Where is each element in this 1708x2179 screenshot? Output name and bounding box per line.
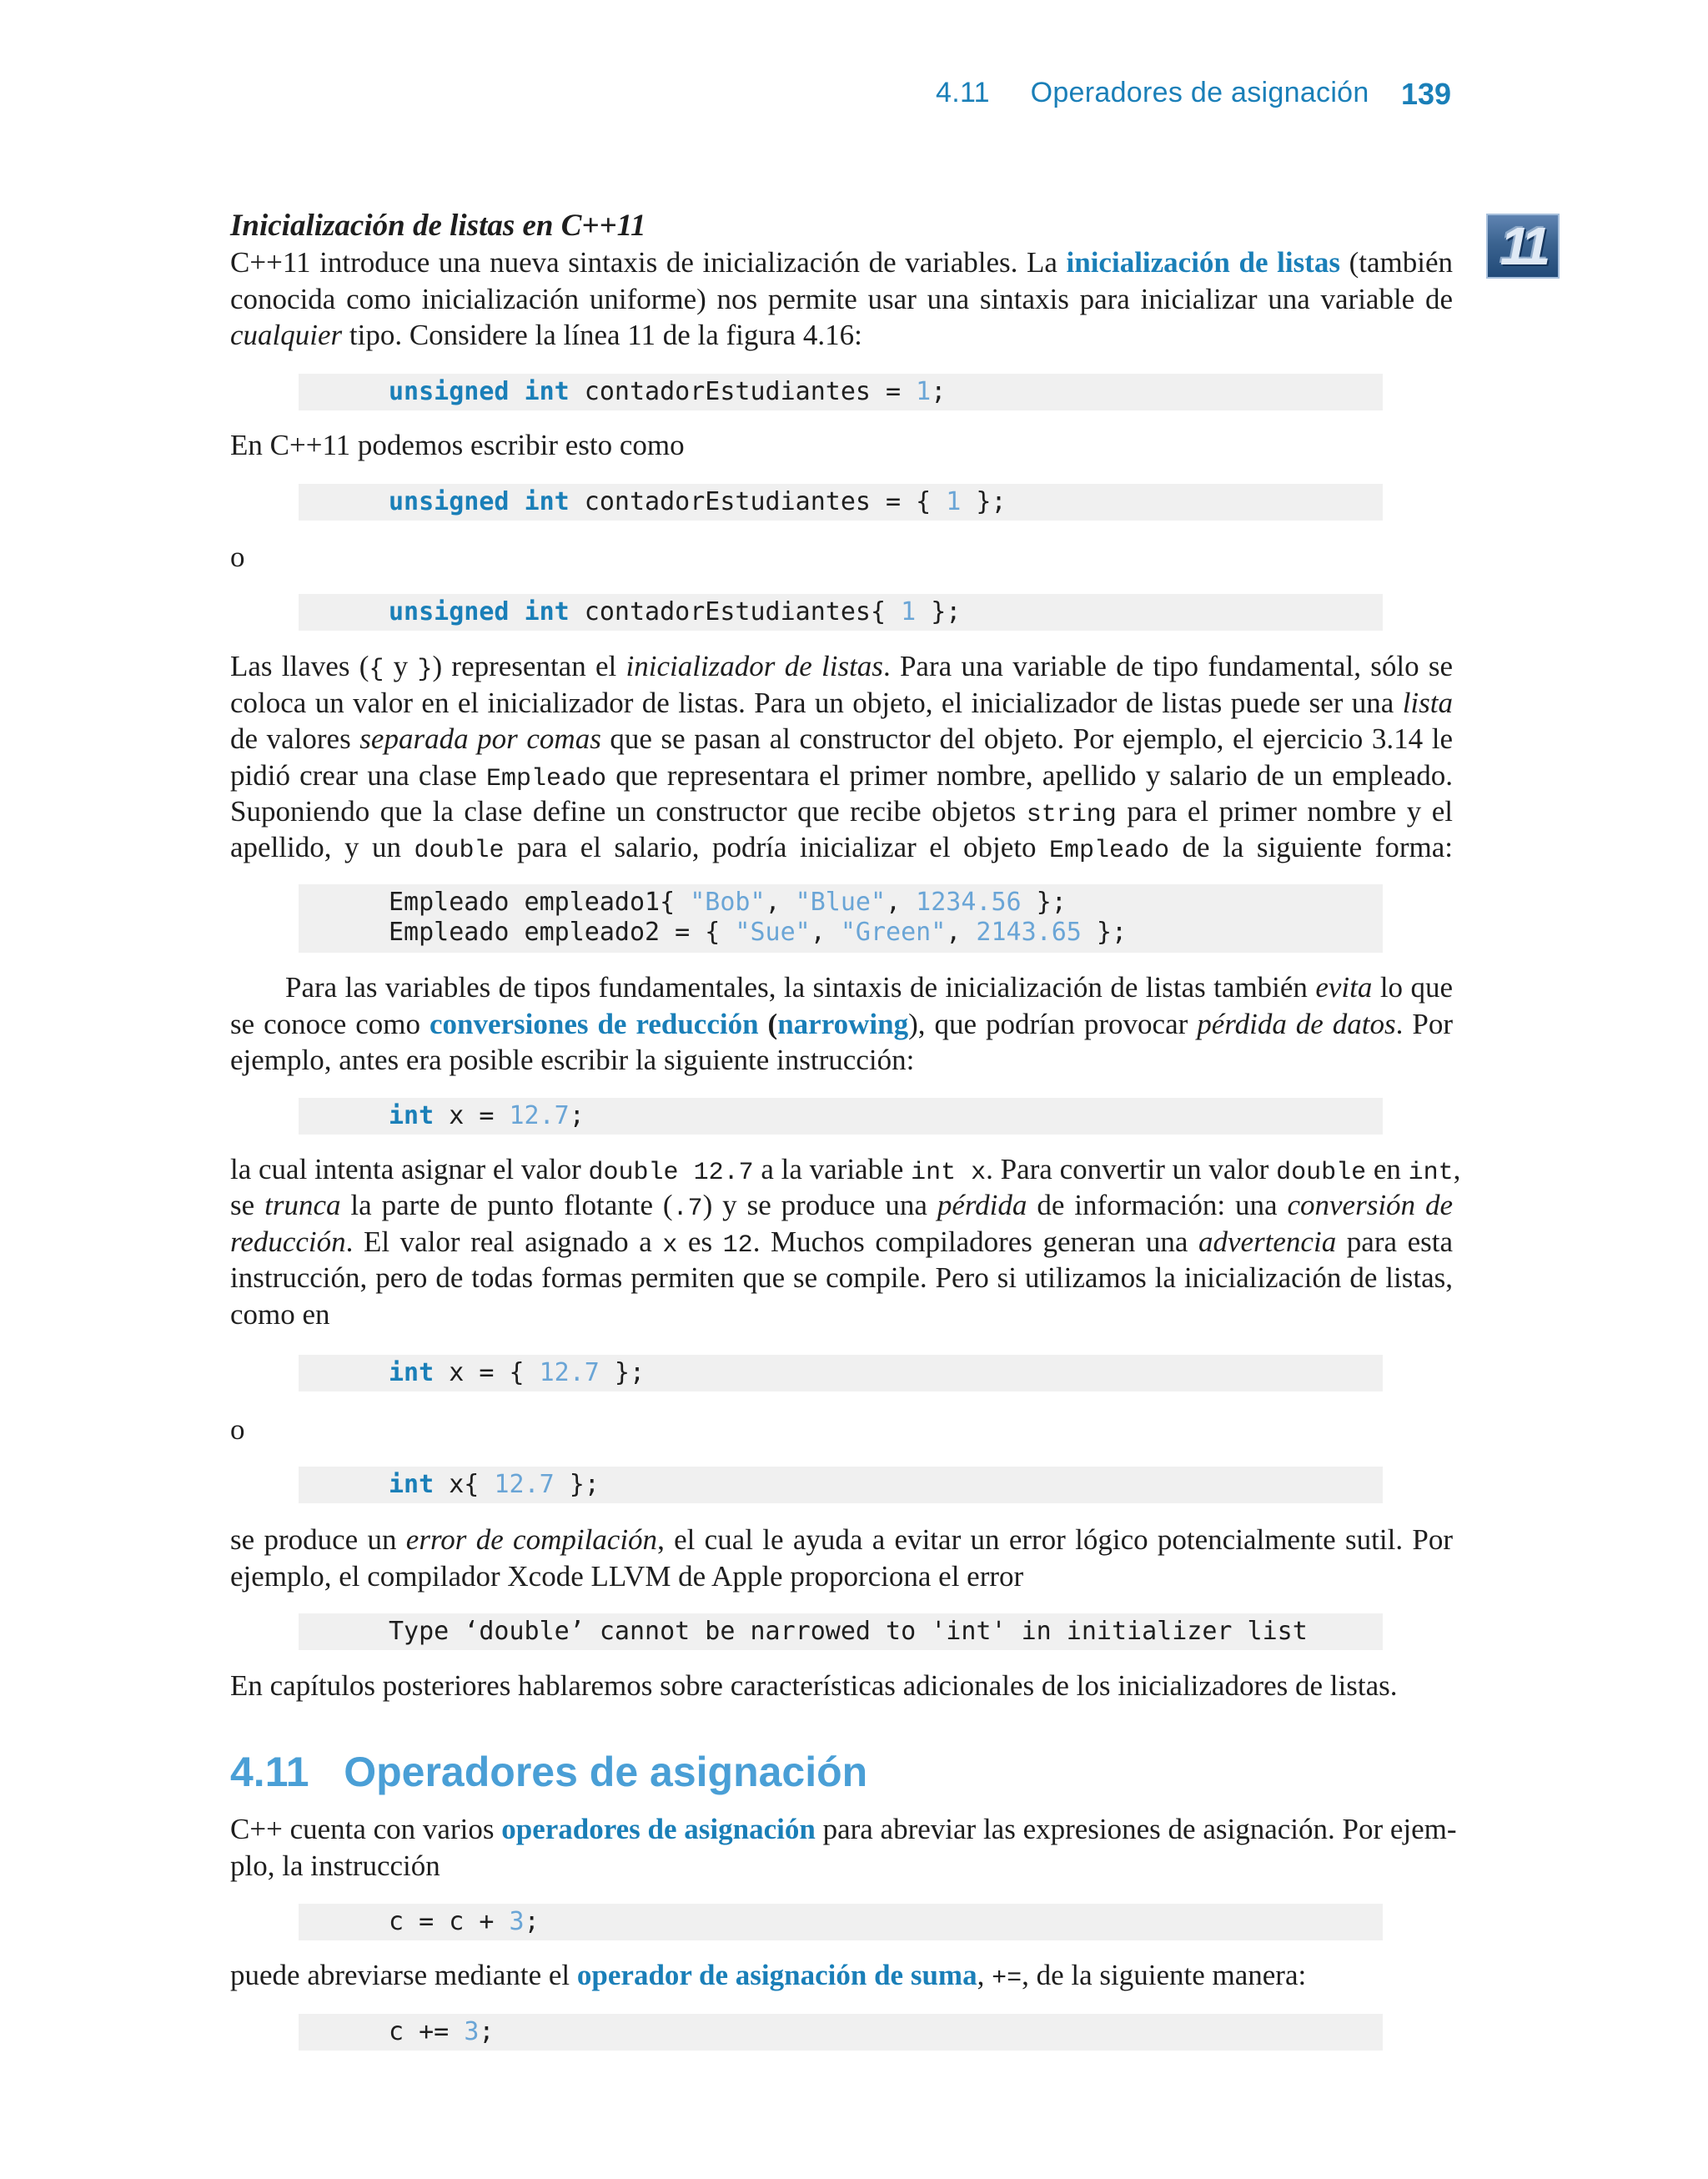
paragraph-line: pidió crear una clase Empleado que representara el primer nombre, apellido y salario de un empleado. (230, 759, 1453, 793)
paragraph-line: Suponiendo que la clase define un constructor que recibe objetos string para el primer nombre y el (230, 795, 1453, 829)
or-separator: o (230, 1413, 245, 1446)
subsection-heading: Inicialización de listas en C++11 (230, 209, 646, 243)
section-title: 4.11 Operadores de asignación (230, 1749, 868, 1795)
paragraph-line: como en (230, 1298, 330, 1331)
code-line: int x = { 12.7 }; (389, 1358, 646, 1387)
code-line: c = c + 3; (389, 1907, 540, 1936)
paragraph-line: se conoce como conversiones de reducción (narrowing), que podrían provocar pérdida de datos. Por (230, 1008, 1454, 1040)
key-term: operador de asignación de suma (576, 1959, 977, 1991)
paragraph-line: apellido, y un double para el salario, podría inicializar el objeto Empleado de la siguiente forma: (230, 831, 1453, 865)
code-line: Empleado empleado1{ "Bob", "Blue", 1234.56 }; (389, 888, 1067, 917)
paragraph-line: C++11 introduce una nueva sintaxis de inicialización de variables. La inicialización de listas (también (230, 246, 1453, 279)
key-term: narrowing (777, 1008, 909, 1040)
paragraph-line: se produce un error de compilación, el cual le ayuda a evitar un error lógico potencialmente sutil. Por (230, 1523, 1453, 1556)
paragraph-line: reducción. El valor real asignado a x es 12. Muchos compiladores generan una advertencia para esta (230, 1225, 1454, 1260)
key-term: inicialización de listas (1066, 246, 1340, 279)
paragraph-line: Las llaves ({ y }) representan el inicializador de listas. Para una variable de tipo fundamental, sólo se (230, 650, 1453, 684)
paragraph-line: de valores separada por comas que se pasan al constructor del objeto. Por ejemplo, el ejercicio 3.14 le (230, 722, 1453, 755)
paragraph-line: la cual intenta asignar el valor double 12.7 a la variable int x. Para convertir un valor double en int, (230, 1153, 1461, 1187)
paragraph-line: ejemplo, antes era posible escribir la siguiente instrucción: (230, 1044, 915, 1076)
running-header-section: 4.11 Operadores de asignación (936, 77, 1369, 108)
chapter-number: 11 (1500, 216, 1546, 276)
code-line: unsigned int contadorEstudiantes = 1; (389, 377, 947, 406)
paragraph-line: plo, la instrucción (230, 1849, 440, 1882)
paragraph-line: cualquier tipo. Considere la línea 11 de la figura 4.16: (230, 319, 862, 351)
chapter-tab (1486, 214, 1560, 279)
paragraph-line: En capítulos posteriores hablaremos sobre características adicionales de los inicializadores de listas. (230, 1669, 1398, 1702)
paragraph-line: ejemplo, el compilador Xcode LLVM de Apple proporciona el error (230, 1560, 1024, 1593)
paragraph-line: puede abreviarse mediante el operador de asignación de suma, +=, de la siguiente manera: (230, 1959, 1307, 1993)
code-line: Empleado empleado2 = { "Sue", "Green", 2143.65 }; (389, 918, 1128, 947)
or-separator: o (230, 541, 245, 573)
paragraph-line: C++ cuenta con varios operadores de asignación para abreviar las expresiones de asignación. Por ejem- (230, 1813, 1457, 1845)
code-line: c += 3; (389, 2017, 495, 2046)
paragraph-line: conocida como inicialización uniforme) nos permite usar una sintaxis para inicializar una variable de (230, 283, 1453, 315)
code-line: Type ‘double’ cannot be narrowed to 'int' in initializer list (389, 1617, 1308, 1646)
paragraph-line: coloca un valor en el inicializador de listas. Para un objeto, el inicializador de listas puede ser una lista (230, 687, 1453, 719)
page-number: 139 (1401, 77, 1452, 111)
code-line: unsigned int contadorEstudiantes = { 1 }; (389, 487, 1007, 516)
code-line: int x{ 12.7 }; (389, 1470, 600, 1499)
code-line: int x = 12.7; (389, 1101, 585, 1130)
code-line: unsigned int contadorEstudiantes{ 1 }; (389, 597, 962, 627)
paragraph-line: se trunca la parte de punto flotante (.7) y se produce una pérdida de información: una conversión de (230, 1189, 1454, 1223)
paragraph-line: Para las variables de tipos fundamentales, la sintaxis de inicialización de listas también evita lo que (285, 971, 1453, 1004)
key-term: operadores de asignación (501, 1813, 816, 1845)
paragraph-line: instrucción, pero de todas formas permiten que se compile. Pero si utilizamos la inicialización de listas, (230, 1261, 1453, 1294)
key-term: conversiones de reducción (429, 1008, 759, 1040)
paragraph-line: En C++11 podemos escribir esto como (230, 429, 685, 461)
